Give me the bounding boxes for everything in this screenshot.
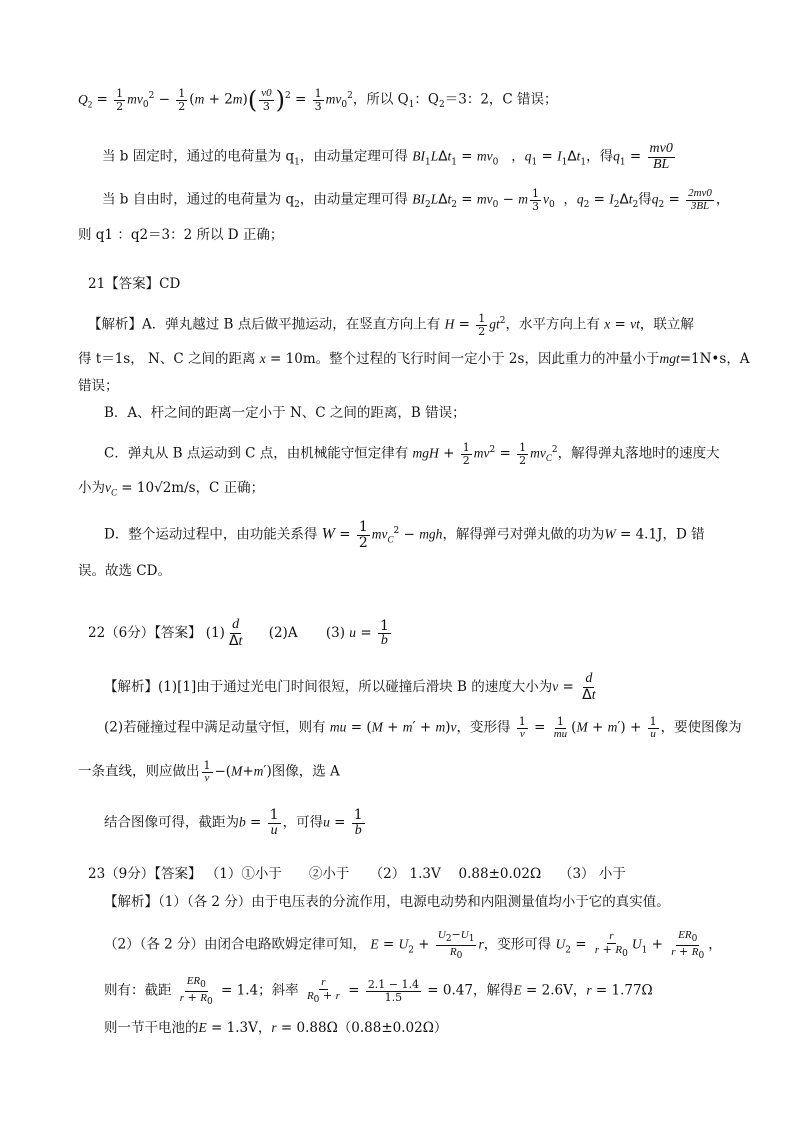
q21-explanation-a1: 【解析】A．弹丸越过 B 点后做平抛运动，在竖直方向上有 H = $\frac{1}{2}$ $gt^2$，水平方向上有 x = vt，联立解 <box>88 311 694 338</box>
fraction: $\frac{U_2-U_1}{R_0}$ <box>437 928 475 961</box>
q21-explanation-d2: 误。故选 CD。 <box>78 563 171 579</box>
q21-explanation-d1: D．整个运动过程中，由功能关系得 W = $\frac{1}{2}$ $mv_C^2$ − mgh，解得弹弓对弹丸做的功为W = 4.1J，D 错 <box>104 519 705 551</box>
q23-answer: 23（9分）【答案】 （1）①小于 ②小于 （2） 1.3V 0.88±0.02Ω （3） 小于 <box>88 866 626 882</box>
fraction: $\frac{1}{2}$ <box>358 519 368 551</box>
q23-explanation-3: 则有：截距 $\frac{ER_0}{r + R_0}$ = 1.4；斜率 $\frac{r}{R_0 + r}$ = $\frac{2.1 - 1.4}{1.5}$ = 0.47，解得E = 2.6V，r = 1.77Ω <box>104 975 653 1007</box>
q22-explanation-2: (2)若碰撞过程中满足动量守恒，则有 mu = (M + m′ + m)v，变形得 $\frac{1}{v}$ = $\frac{1}{mu}$ (M + m′) + $\frac{1}{u}$ ，要使图像为 <box>104 715 742 740</box>
fraction: $\frac{1}{mu}$ <box>553 715 568 740</box>
fraction: $\frac{1}{u}$ <box>649 715 657 740</box>
q21-explanation-c2: 小为$v_C = 10√2m/s$，C 正确； <box>78 480 265 498</box>
fraction: $\frac{1}{3}$ <box>314 86 322 113</box>
q21-answer: 21【答案】CD <box>88 276 181 292</box>
fraction: $\frac{1}{u}$ <box>269 807 279 838</box>
fraction: $\frac{1}{3}$ <box>532 187 539 213</box>
fraction: $\frac{r}{R_0 + r}$ <box>306 976 340 1005</box>
fraction: $\frac{1}{2}$ <box>178 86 186 113</box>
fraction: $\frac{v0}{3}$ <box>261 86 272 113</box>
fraction: $\frac{1}{2}$ <box>462 440 470 467</box>
q22-explanation-1: 【解析】(1)[1]由于通过光电门时间很短，所以碰撞后滑块 B 的速度大小为v = $\frac{d}{\Delta t}$ <box>104 671 596 703</box>
q23-explanation-2: （2）（各 2 分）由闭合电路欧姆定律可知， $E = U_2$ + $\frac{U_2-U_1}{R_0}$ r，变形可得 $U_2$ = $\frac{r}{r + R_0}$ $U_1$ + $\frac{ER_0}{r + R_0}$ ， <box>104 928 722 961</box>
q23-explanation-1: 【解析】（1）（各 2 分）由于电压表的分流作用，电源电动势和内阻测量值均小于它的真实值。 <box>104 894 670 910</box>
fraction: $\frac{1}{b}$ <box>379 617 389 649</box>
q21-explanation-a2: 得 t＝1s， N、C 之间的距离 x = 10m。整个过程的飞行时间一定小于 2s，因此重力的冲量小于mgt=1N•s，A <box>78 351 750 367</box>
q21-explanation-a3: 错误； <box>78 378 119 394</box>
fraction: $\frac{1}{b}$ <box>353 807 363 838</box>
fraction: $\frac{2.1 - 1.4}{1.5}$ <box>367 978 420 1004</box>
fraction: $\frac{d}{\Delta t}$ <box>228 617 243 649</box>
b-fixed-line: 当 b 固定时，通过的电荷量为 $q_1$，由动量定理可得 $BI_1L\Delta t_1 = mv_0$ ，$q_1 = I_1\Delta t_1$，得$q_1$ = $\frac{mv0}{BL}$ <box>102 141 673 172</box>
fraction: $\frac{r}{r + R_0}$ <box>594 930 628 959</box>
b-free-line: 当 b 自由时，通过的电荷量为 $q_2$，由动量定理可得 $BI_2L\Delta t_2 = mv_0 - m$ $\frac{1}{3}$ $v_0$ ，$q_2 = I_2\Delta t_2$得$q_2$ = $\frac{2mv0}{3BL}$ ， <box>102 187 730 213</box>
q2-expression-line: $Q_2$ = $\frac{1}{2}$ $mv_0^2$ − $\frac{1}{2}$ (m + 2m)( $\frac{v0}{3}$ )$^2$ = $\frac{1}{3}$ $mv_0^2$，所以 $Q_1$：$Q_2=3$：2，C 错误； <box>78 86 558 114</box>
fraction: $\frac{1}{2}$ <box>478 311 486 338</box>
fraction: $\frac{1}{v}$ <box>518 715 526 740</box>
fraction: $\frac{mv0}{BL}$ <box>649 141 673 172</box>
fraction: $\frac{2mv0}{3BL}$ <box>688 187 712 212</box>
ratio-line: 则 q1 ：q2＝3：2 所以 D 正确； <box>78 227 284 243</box>
fraction: $\frac{d}{\Delta t}$ <box>582 671 596 703</box>
fraction: $\frac{1}{v}$ <box>203 759 211 784</box>
q23-explanation-4: 则一节干电池的E = 1.3V，r = 0.88Ω（0.88±0.02Ω） <box>104 1020 448 1036</box>
fraction: $\frac{1}{2}$ <box>519 440 527 467</box>
q21-explanation-c1: C．弹丸从 B 点运动到 C 点，由机械能守恒定律有 mgH + $\frac{1}{2}$ $mv^2$ = $\frac{1}{2}$ $mv_C^2$，解得弹丸落地时的速度大 <box>104 440 720 467</box>
fraction: $\frac{ER_0}{r + R_0}$ <box>671 929 705 961</box>
q21-explanation-b: B．A、杆之间的距离一定小于 N、C 之间的距离，B 错误； <box>104 405 466 421</box>
fraction: $\frac{ER_0}{r + R_0}$ <box>179 975 213 1007</box>
q22-explanation-4: 结合图像可得，截距为b = $\frac{1}{u}$ ，可得u = $\frac{1}{b}$ <box>104 807 363 838</box>
fraction: $\frac{1}{2}$ <box>116 86 124 113</box>
q22-explanation-3: 一条直线，则应做出 $\frac{1}{v}$ −(M+m′)图像，选 A <box>78 759 340 784</box>
q22-answer: 22（6分）【答案】 (1) $\frac{d}{\Delta t}$ (2)A (3) u = $\frac{1}{b}$ <box>88 617 389 649</box>
